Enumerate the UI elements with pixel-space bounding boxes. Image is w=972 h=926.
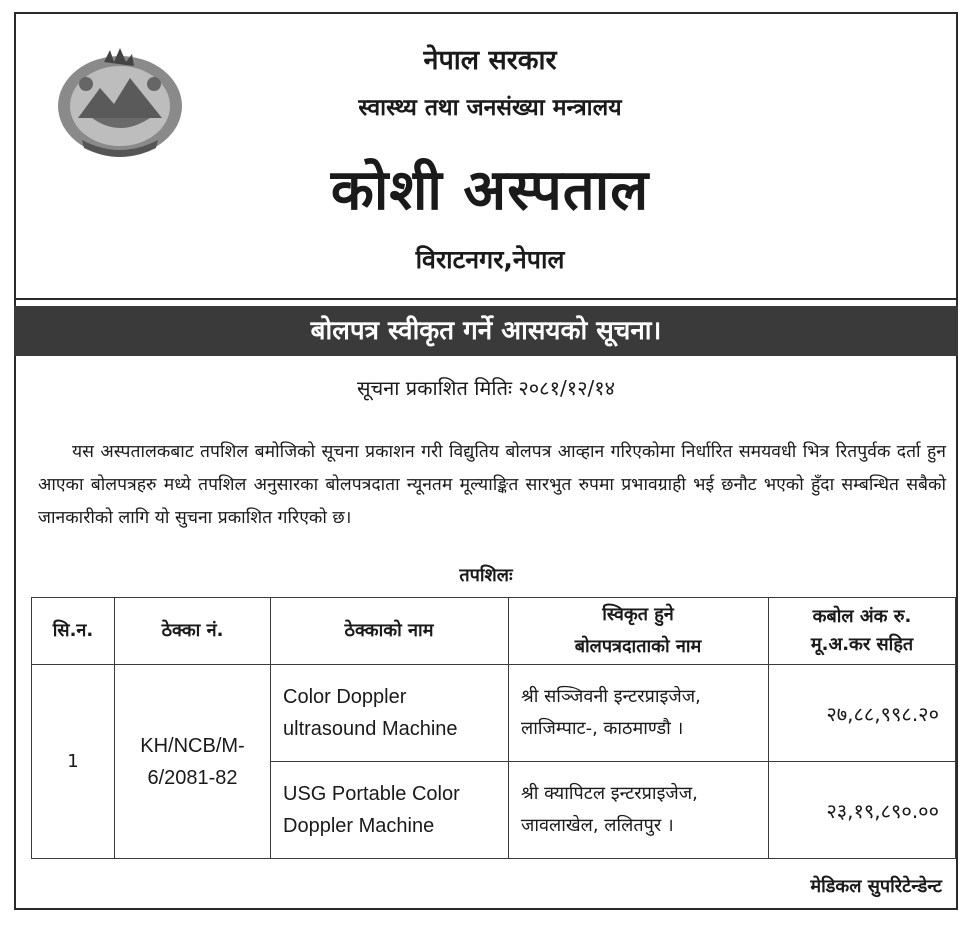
government-title: नेपाल सरकार (423, 45, 557, 76)
header-bidder-line1: स्विकृत हुने (602, 604, 674, 625)
cell-sn: 1 (32, 665, 115, 859)
signature-title: मेडिकल सुपरिटेन्डेन्ट (810, 876, 942, 897)
notice-banner: बोलपत्र स्वीकृत गर्ने आसयको सूचना। (14, 306, 958, 356)
hospital-title: कोशी अस्पताल (330, 158, 650, 223)
bidder-line1: श्री सञ्जिवनी इन्टरप्राइजेज, (521, 686, 701, 707)
award-table (31, 597, 956, 859)
cell-contract-name (271, 762, 509, 859)
bidder-line1: श्री क्यापिटल इन्टरप्राइजेज, (521, 783, 698, 804)
header-amount-line2: मू.अ.कर सहित (810, 634, 914, 655)
header-contract-no: ठेक्का नं. (115, 598, 271, 665)
cell-bidder (509, 762, 769, 859)
bidder-line2: लाजिम्पाट-, काठमाण्डौ । (521, 718, 684, 739)
nepal-emblem-icon (52, 44, 188, 162)
publish-date: सूचना प्रकाशित मितिः २०८१/१२/१४ (356, 376, 616, 400)
city-title: विराटनगर,नेपाल (415, 245, 565, 274)
cell-bidder (509, 665, 769, 762)
details-heading: तपशिलः (459, 565, 513, 586)
cell-contract-no (115, 665, 271, 859)
header-amount-line1: कबोल अंक रु. (812, 606, 912, 627)
header-bidder (509, 598, 769, 665)
cell-amount: २३,१९,८९०.०० (769, 762, 956, 859)
header-amount (769, 598, 956, 665)
header-sn: सि.न. (32, 598, 115, 665)
cell-amount: २७,८८,९९८.२० (769, 665, 956, 762)
header-divider (14, 298, 958, 300)
notice-body: यस अस्पतालकबाट तपशिल बमोजिको सूचना प्रकाशन गरी विद्युतिय बोलपत्र आव्हान गरिएकोमा निर्धारित समयवधी भित्र रितपुर्वक दर्ता हुन आएका बोलपत्रहरु मध्ये तपशिल अनुसारका बोलपत्रदाता न्यूनतम मूल्याङ्कित सारभुत रुपमा प्रभावग्राही भई छनौट भएको हुँदा सम्बन्धित सबैको जानकारीको लागि यो सुचना प्रकाशित गरिएको छ। (38, 442, 946, 528)
table-header-row (32, 598, 956, 665)
ministry-title: स्वास्थ्य तथा जनसंख्या मन्त्रालय (358, 95, 622, 121)
cell-contract-name (271, 665, 509, 762)
bidder-line2: जावलाखेल, ललितपुर । (521, 815, 674, 836)
header-contract-name: ठेक्काको नाम (271, 598, 509, 665)
contract-no-line2: 6/2081-82 (147, 766, 238, 789)
contract-name-line2: ultrasound Machine (283, 718, 458, 740)
table-row (32, 665, 956, 762)
header-bidder-line2: बोलपत्रदाताको नाम (574, 636, 702, 657)
contract-name-line1: USG Portable Color (283, 783, 460, 805)
contract-name-line2: Doppler Machine (283, 815, 435, 837)
contract-no-line1: KH/NCB/M- (140, 734, 245, 757)
contract-name-line1: Color Doppler (283, 686, 407, 708)
